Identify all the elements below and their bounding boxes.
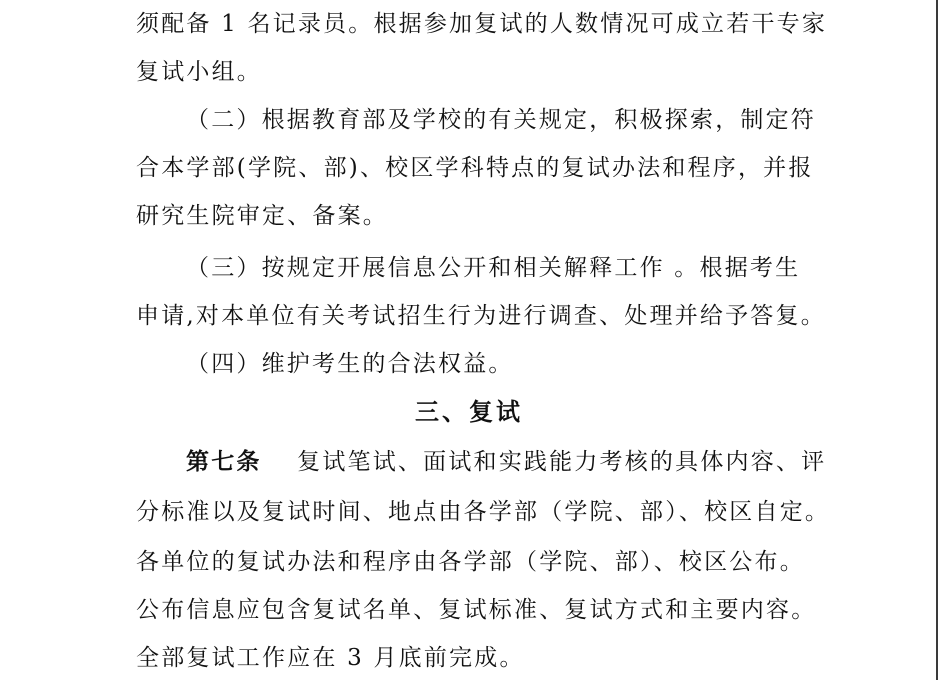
text-line-content: 各单位的复试办法和程序由各学部（学院、部）、校区公布。 — [136, 549, 805, 575]
article-first-line — [0, 438, 938, 486]
text-line — [0, 0, 938, 48]
text-line-content: （三）按规定开展信息公开和相关解释工作 。根据考生 — [186, 255, 801, 281]
text-line — [0, 144, 938, 192]
text-line-content: 公布信息应包含复试名单、复试标准、复试方式和主要内容。 — [136, 597, 817, 623]
text-line — [0, 538, 938, 586]
text-line-content: 研究生院审定、备案。 — [136, 203, 388, 229]
paragraph-item-4 — [0, 340, 938, 388]
text-line-content: 须配备 1 名记录员。根据参加复试的人数情况可成立若干专家 — [136, 11, 828, 37]
text-line — [0, 488, 938, 536]
paragraph-item-3 — [0, 244, 938, 292]
paragraph-item-2 — [0, 96, 938, 144]
text-line — [0, 48, 938, 96]
text-line-content: 复试笔试、面试和实践能力考核的具体内容、评 — [297, 449, 827, 475]
section-title: 三、复试 — [415, 397, 523, 426]
text-line — [0, 586, 938, 634]
text-line-content: （四）维护考生的合法权益。 — [186, 351, 514, 377]
text-line-content: 全部复试工作应在 3 月底前完成。 — [136, 645, 525, 671]
text-line-content: 合本学部(学院、部)、校区学科特点的复试办法和程序，并报 — [136, 155, 814, 181]
article-label: 第七条 — [186, 448, 262, 475]
text-line-content: （二）根据教育部及学校的有关规定，积极探索，制定符 — [186, 107, 816, 133]
text-line — [0, 192, 938, 240]
text-line-content: 分标准以及复试时间、地点由各学部（学院、部）、校区自定。 — [136, 499, 831, 525]
text-line-content: 申请,对本单位有关考试招生行为进行调查、处理并给予答复。 — [136, 303, 826, 329]
text-line-content: 复试小组。 — [136, 59, 262, 85]
text-line — [0, 634, 938, 680]
text-line — [0, 292, 938, 340]
